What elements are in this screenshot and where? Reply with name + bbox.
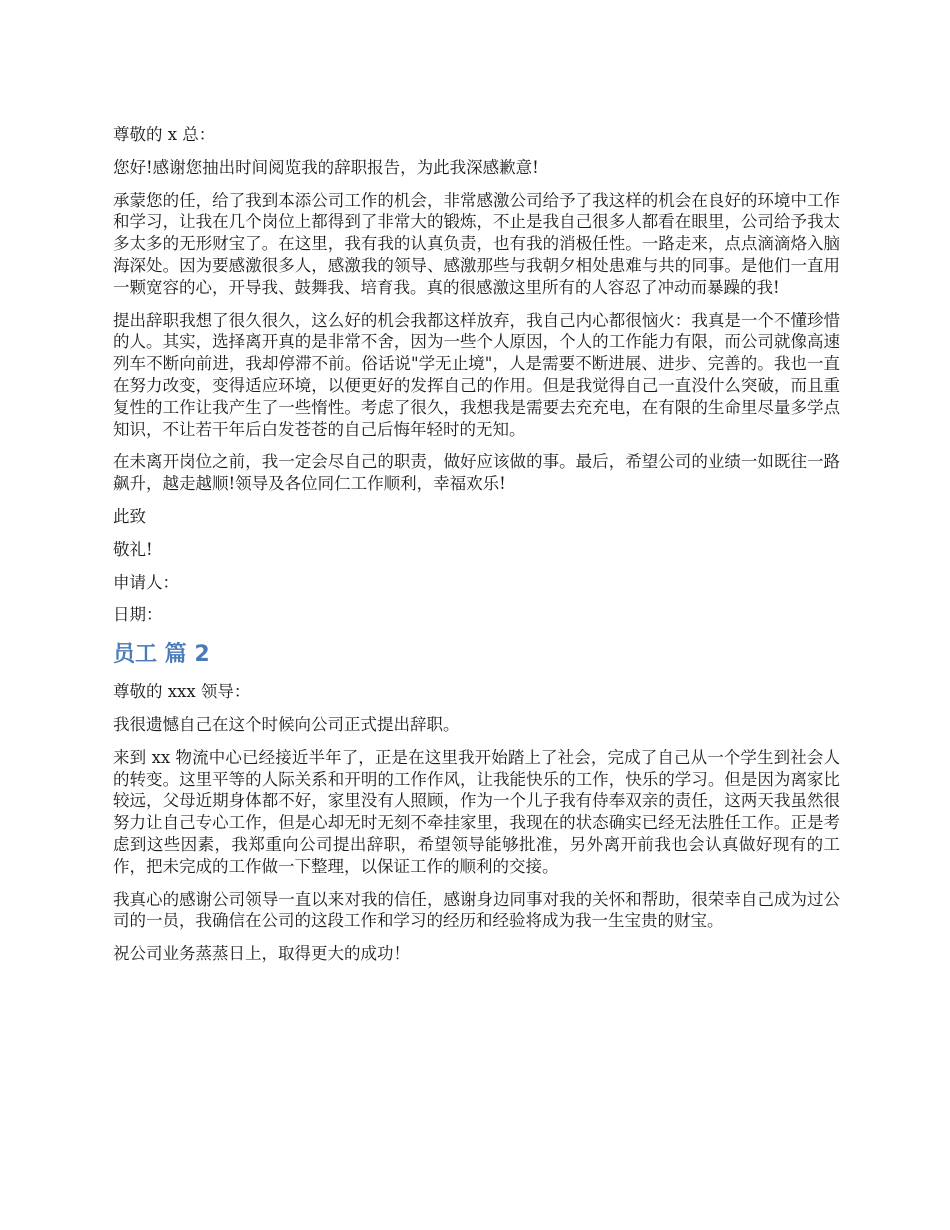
document-page	[113, 124, 840, 976]
letter2-paragraph-2: 来到 xx 物流中心已经接近半年了，正是在这里我开始踏上了社会，完成了自己从一个学生到社会人的转变。这里平等的人际关系和开明的工作作风，让我能快乐的工作，快乐的学习。但是因为离家比较远，父母近期身体都不好，家里没有人照顾，作为一个儿子我有侍奉双亲的责任，这两天我虽然很努力让自己专心工作，但是心却无时无刻不牵挂家里，我现在的状态确实已经无法胜任工作。正是考虑到这些因素，我郑重向公司提出辞职，希望领导能够批准，另外离开前我也会认真做好现有的工作，把未完成的工作做一下整理，以保证工作的顺利的交接。	[113, 747, 840, 876]
letter2-paragraph-1: 我很遗憾自己在这个时候向公司正式提出辞职。	[113, 714, 460, 734]
letter1-salutation: 尊敬的 x 总：	[113, 125, 216, 144]
letter1-paragraph-1: 承蒙您的任，给了我到本添公司工作的机会，非常感激公司给予了我这样的机会在良好的环境中工作和学习，让我在几个岗位上都得到了非常大的锻炼，不止是我自己很多人都看在眼里，公司给予我太多太多的无形财宝了。在这里，我有我的认真负责，也有我的消极任性。一路走来，点点滴滴烙入脑海深处。因为要感激很多人，感激我的领导、感激那些与我朝夕相处患难与共的同事。是他们一直用一颗宽容的心，开导我、鼓舞我、培育我。真的很感激这里所有的人容忍了冲动而暴躁的我!	[113, 190, 840, 297]
letter2-paragraph-4: 祝公司业务蒸蒸日上，取得更大的成功！	[113, 944, 410, 964]
letter1-closing-2: 敬礼!	[113, 539, 153, 559]
letter1-greeting: 您好!感谢您抽出时间阅览我的辞职报告，为此我深感歉意!	[113, 157, 539, 177]
section-heading: 员工 篇 2	[113, 642, 210, 668]
letter2-paragraph-3: 我真心的感谢公司领导一直以来对我的信任，感谢身边同事对我的关怀和帮助，很荣幸自己成为过公司的一员，我确信在公司的这段工作和学习的经历和经验将成为我一生宝贵的财宝。	[113, 889, 840, 931]
letter1-closing-1: 此致	[113, 506, 146, 526]
letter1-date: 日期：	[113, 605, 163, 625]
letter2-salutation: 尊敬的 xxx 领导：	[113, 682, 251, 702]
letter1-applicant: 申请人：	[113, 572, 179, 592]
letter1-paragraph-3: 在未离开岗位之前，我一定会尽自己的职责，做好应该做的事。最后，希望公司的业绩一如既往一路飙升，越走越顺!领导及各位同仁工作顺利，幸福欢乐!	[113, 452, 840, 494]
letter1-paragraph-2: 提出辞职我想了很久很久，这么好的机会我都这样放弃，我自己内心都很恼火：我真是一个不懂珍惜的人。其实，选择离开真的是非常不舍，因为一些个人原因，个人的工作能力有限，而公司就像高速列车不断向前进，我却停滞不前。俗话说"学无止境"，人是需要不断进展、进步、完善的。我也一直在努力改变，变得适应环境，以便更好的发挥自己的作用。但是我觉得自己一直没什么突破，而且重复性的工作让我产生了一些惰性。考虑了很久，我想我是需要去充充电，在有限的生命里尽量多学点知识，不让若干年后白发苍苍的自己后悔年轻时的无知。	[113, 310, 840, 439]
